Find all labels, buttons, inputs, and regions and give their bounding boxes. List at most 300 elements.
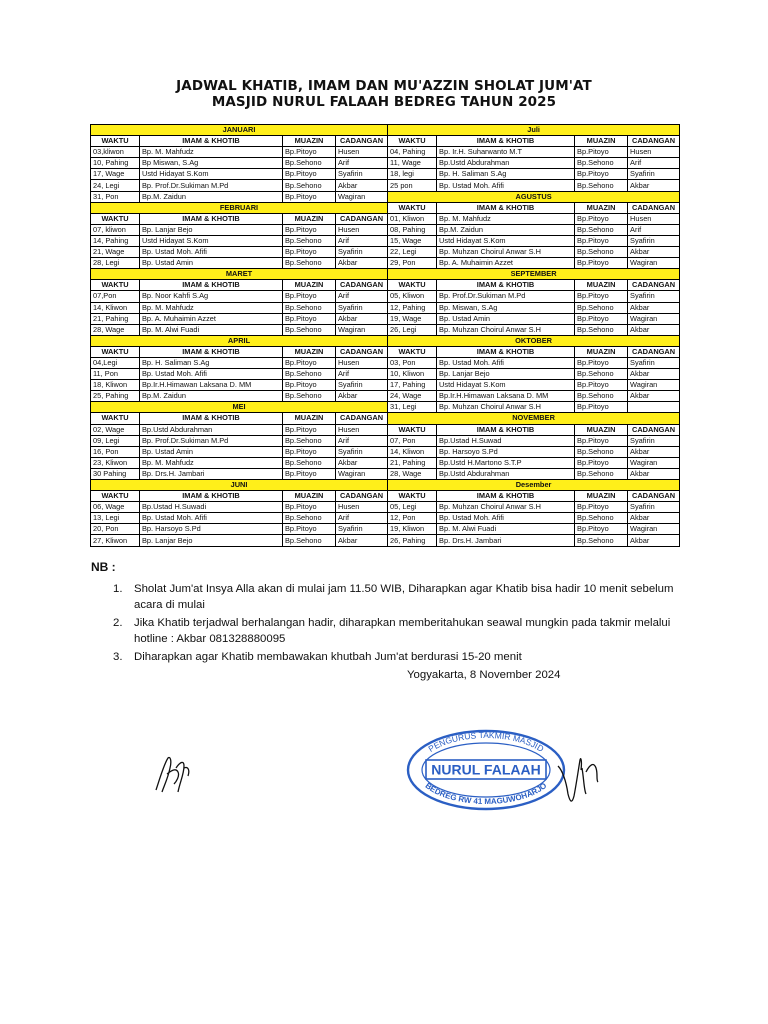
- table-row: [91, 524, 680, 535]
- column-header-imam: IMAM & KHOTIB: [437, 280, 575, 291]
- column-header-muazin: MUAZIN: [283, 213, 336, 224]
- table-cell: Bp.Sehono: [283, 513, 336, 524]
- month-header-mei: MEI: [91, 402, 388, 413]
- table-cell: Arif: [336, 158, 388, 169]
- month-header-jul: Juli: [388, 125, 680, 136]
- table-row: [91, 202, 680, 213]
- column-header-muazin: MUAZIN: [575, 424, 628, 435]
- table-cell: Syafirin: [628, 235, 680, 246]
- table-cell: Husen: [628, 213, 680, 224]
- table-cell: Syafirin: [336, 247, 388, 258]
- imam-cell: Bp.M. Zaidun: [140, 391, 283, 402]
- table-cell: Husen: [336, 147, 388, 158]
- table-cell: Syafirin: [628, 357, 680, 368]
- table-cell: Syafirin: [628, 435, 680, 446]
- imam-cell: Bp. Prof.Dr.Sukiman M.Pd: [437, 291, 575, 302]
- table-row: [91, 380, 680, 391]
- imam-cell: Bp. Ustad Amin: [140, 446, 283, 457]
- table-cell: 28, Legi: [91, 258, 140, 269]
- table-cell: 08, Pahing: [388, 224, 437, 235]
- imam-cell: Bp.M. Zaidun: [437, 224, 575, 235]
- table-cell: Akbar: [628, 302, 680, 313]
- imam-cell: Bp. Noor Kahfi S.Ag: [140, 291, 283, 302]
- imam-cell: Bp. Ustad Moh. Afifi: [437, 513, 575, 524]
- imam-cell: Bp. Miswan, S.Ag: [437, 302, 575, 313]
- table-row: [91, 413, 680, 424]
- month-header-okt: OKTOBER: [388, 335, 680, 346]
- table-cell: 17, Pahing: [388, 380, 437, 391]
- stamp-icon: [404, 728, 568, 812]
- table-cell: [628, 402, 680, 413]
- table-cell: Wagiran: [628, 457, 680, 468]
- imam-cell: Ustd Hidayat S.Kom: [140, 169, 283, 180]
- imam-cell: Bp. Ir.H. Suharwanto M.T: [437, 147, 575, 158]
- imam-cell: Ustd Hidayat S.Kom: [437, 235, 575, 246]
- imam-cell: Bp. M. Mahfudz: [140, 302, 283, 313]
- column-header-cadangan: CADANGAN: [336, 213, 388, 224]
- table-cell: Syafirin: [336, 302, 388, 313]
- table-cell: 25, Pahing: [91, 391, 140, 402]
- place-date: Yogyakarta, 8 November 2024: [407, 669, 561, 681]
- table-cell: Syafirin: [336, 524, 388, 535]
- imam-cell: Bp. Prof.Dr.Sukiman M.Pd: [140, 180, 283, 191]
- table-cell: Bp.Sehono: [283, 435, 336, 446]
- column-header-muazin: MUAZIN: [283, 413, 336, 424]
- imam-cell: Bp. H. Saliman S.Ag: [437, 169, 575, 180]
- column-header-muazin: MUAZIN: [283, 346, 336, 357]
- table-row: [91, 402, 680, 413]
- table-cell: Bp.Sehono: [575, 369, 628, 380]
- column-header-imam: IMAM & KHOTIB: [140, 413, 283, 424]
- table-cell: Wagiran: [628, 524, 680, 535]
- note-item: 1. Sholat Jum'at Insya Alla akan di mulai jam 11.50 WIB, Diharapkan agar Khatib bisa hadir 10 menit sebelum acara di mulai: [113, 583, 674, 611]
- table-cell: Bp.Pitoyo: [283, 380, 336, 391]
- table-cell: 07, kliwon: [91, 224, 140, 235]
- imam-cell: Bp.Ustd Abdurahman: [140, 424, 283, 435]
- table-row: [91, 468, 680, 479]
- table-cell: Wagiran: [336, 468, 388, 479]
- table-cell: 14, Kliwon: [388, 446, 437, 457]
- column-header-cadangan: CADANGAN: [336, 136, 388, 147]
- column-header-muazin: MUAZIN: [283, 491, 336, 502]
- column-header-imam: IMAM & KHOTIB: [437, 424, 575, 435]
- table-cell: Akbar: [628, 369, 680, 380]
- table-row: [91, 424, 680, 435]
- table-row: [91, 169, 680, 180]
- imam-cell: Bp. Muhzan Choirul Anwar S.H: [437, 247, 575, 258]
- table-row: [91, 269, 680, 280]
- column-header-imam: IMAM & KHOTIB: [140, 346, 283, 357]
- table-row: [91, 502, 680, 513]
- table-cell: Bp.Pitoyo: [575, 313, 628, 324]
- table-cell: Bp.Pitoyo: [575, 291, 628, 302]
- table-row: [91, 213, 680, 224]
- note-item: 3. Diharapkan agar Khatib membawakan khutbah Jum'at berdurasi 15-20 menit: [113, 651, 522, 663]
- table-cell: Bp.Pitoyo: [575, 502, 628, 513]
- table-cell: 29, Pon: [388, 258, 437, 269]
- table-row: [91, 313, 680, 324]
- table-cell: Arif: [628, 158, 680, 169]
- column-header-waktu: WAKTU: [388, 346, 437, 357]
- nb-label: NB :: [91, 560, 116, 574]
- table-cell: Husen: [336, 502, 388, 513]
- table-row: [91, 513, 680, 524]
- imam-cell: Bp. Muhzan Choirul Anwar S.H: [437, 324, 575, 335]
- imam-cell: Bp. A. Muhaimin Azzet: [140, 313, 283, 324]
- table-cell: Akbar: [336, 313, 388, 324]
- table-row: [91, 324, 680, 335]
- table-cell: Bp.Pitoyo: [575, 380, 628, 391]
- table-cell: 25 pon: [388, 180, 437, 191]
- table-cell: Syafirin: [628, 291, 680, 302]
- imam-cell: Bp. Ustad Moh. Afifi: [437, 180, 575, 191]
- table-cell: Akbar: [336, 535, 388, 546]
- table-cell: 24, Wage: [388, 391, 437, 402]
- table-row: [91, 435, 680, 446]
- table-cell: Bp.Pitoyo: [283, 224, 336, 235]
- table-cell: 04,Legi: [91, 357, 140, 368]
- table-cell: Bp.Sehono: [283, 158, 336, 169]
- table-cell: Arif: [336, 435, 388, 446]
- column-header-cadangan: CADANGAN: [336, 280, 388, 291]
- table-row: [91, 357, 680, 368]
- month-header-mar: MARET: [91, 269, 388, 280]
- column-header-waktu: WAKTU: [388, 491, 437, 502]
- table-cell: Bp.Sehono: [575, 324, 628, 335]
- month-header-sep: SEPTEMBER: [388, 269, 680, 280]
- table-cell: 14, Kliwon: [91, 302, 140, 313]
- imam-cell: Bp. Ustad Moh. Afifi: [140, 513, 283, 524]
- table-cell: Bp.Pitoyo: [575, 457, 628, 468]
- table-cell: Wagiran: [628, 258, 680, 269]
- column-header-waktu: WAKTU: [388, 280, 437, 291]
- column-header-cadangan: CADANGAN: [628, 424, 680, 435]
- table-cell: 26, Pahing: [388, 535, 437, 546]
- imam-cell: Bp. H. Saliman S.Ag: [140, 357, 283, 368]
- imam-cell: Bp. Drs.H. Jambari: [437, 535, 575, 546]
- table-row: [91, 391, 680, 402]
- table-cell: Bp.Sehono: [575, 535, 628, 546]
- imam-cell: Bp.Ustd Abdurahman: [437, 468, 575, 479]
- table-cell: Bp.Pitoyo: [283, 357, 336, 368]
- table-cell: Syafirin: [336, 380, 388, 391]
- imam-cell: Bp. Muhzan Choirul Anwar S.H: [437, 502, 575, 513]
- imam-cell: Bp. M. Mahfudz: [140, 147, 283, 158]
- imam-cell: Bp Miswan, S.Ag: [140, 158, 283, 169]
- table-cell: Wagiran: [628, 313, 680, 324]
- imam-cell: Bp.Ustad H.Suwad: [437, 435, 575, 446]
- table-row: [91, 158, 680, 169]
- column-header-cadangan: CADANGAN: [336, 413, 388, 424]
- column-header-imam: IMAM & KHOTIB: [140, 136, 283, 147]
- table-cell: Bp.Sehono: [283, 302, 336, 313]
- table-row: [91, 136, 680, 147]
- column-header-imam: IMAM & KHOTIB: [437, 491, 575, 502]
- table-cell: Arif: [336, 235, 388, 246]
- signature-left-icon: [150, 748, 200, 798]
- table-cell: 07,Pon: [91, 291, 140, 302]
- table-cell: 15, Wage: [388, 235, 437, 246]
- table-cell: 11, Wage: [388, 158, 437, 169]
- imam-cell: Bp. Ustad Amin: [140, 258, 283, 269]
- table-row: [91, 280, 680, 291]
- schedule-table: [90, 124, 680, 547]
- table-cell: Husen: [336, 224, 388, 235]
- table-cell: 19, Wage: [388, 313, 437, 324]
- imam-cell: Bp. Ustad Moh. Afifi: [437, 357, 575, 368]
- table-cell: Bp.Pitoyo: [283, 191, 336, 202]
- table-cell: Bp.Sehono: [283, 535, 336, 546]
- table-row: [91, 302, 680, 313]
- table-cell: Akbar: [336, 180, 388, 191]
- column-header-waktu: WAKTU: [388, 202, 437, 213]
- table-cell: 31, Pon: [91, 191, 140, 202]
- table-cell: Bp.Sehono: [283, 324, 336, 335]
- table-cell: 03,kliwon: [91, 147, 140, 158]
- imam-cell: Bp. Harsoyo S.Pd: [140, 524, 283, 535]
- table-cell: Wagiran: [336, 191, 388, 202]
- stamp-center-text: NURUL FALAAH: [431, 761, 541, 778]
- table-cell: 24, Legi: [91, 180, 140, 191]
- column-header-muazin: MUAZIN: [575, 136, 628, 147]
- table-cell: 10, Kliwon: [388, 369, 437, 380]
- imam-cell: Bp. M. Mahfudz: [437, 213, 575, 224]
- table-cell: 05, Legi: [388, 502, 437, 513]
- table-row: [91, 235, 680, 246]
- table-row: [91, 457, 680, 468]
- table-cell: Bp.Sehono: [283, 180, 336, 191]
- table-cell: Wagiran: [628, 380, 680, 391]
- column-header-muazin: MUAZIN: [575, 346, 628, 357]
- imam-cell: Bp. Ustad Moh. Afifi: [140, 369, 283, 380]
- table-row: [91, 480, 680, 491]
- column-header-waktu: WAKTU: [91, 491, 140, 502]
- imam-cell: Bp. Harsoyo S.Pd: [437, 446, 575, 457]
- table-cell: 19, Kliwon: [388, 524, 437, 535]
- table-cell: 14, Pahing: [91, 235, 140, 246]
- table-cell: Bp.Pitoyo: [575, 357, 628, 368]
- column-header-cadangan: CADANGAN: [628, 202, 680, 213]
- document-title: JADWAL KHATIB, IMAM DAN MU'AZZIN SHOLAT JUM'AT: [176, 78, 592, 94]
- imam-cell: Ustd Hidayat S.Kom: [437, 380, 575, 391]
- table-cell: Bp.Pitoyo: [575, 258, 628, 269]
- table-cell: Bp.Pitoyo: [283, 291, 336, 302]
- month-header-des: Desember: [388, 480, 680, 491]
- month-header-apr: APRIL: [91, 335, 388, 346]
- document-subtitle: MASJID NURUL FALAAH BEDREG TAHUN 2025: [211, 94, 557, 110]
- table-cell: Husen: [628, 147, 680, 158]
- table-cell: 06, Wage: [91, 502, 140, 513]
- table-cell: 30 Pahing: [91, 468, 140, 479]
- notes-list: [113, 581, 683, 667]
- table-cell: Akbar: [628, 468, 680, 479]
- table-cell: Akbar: [628, 513, 680, 524]
- imam-cell: Bp. Muhzan Choirul Anwar S.H: [437, 402, 575, 413]
- imam-cell: Bp. Lanjar Bejo: [437, 369, 575, 380]
- table-cell: 05, Kliwon: [388, 291, 437, 302]
- table-cell: Bp.Pitoyo: [283, 424, 336, 435]
- table-row: [91, 247, 680, 258]
- imam-cell: Bp. Ustad Amin: [437, 313, 575, 324]
- imam-cell: Bp. Lanjar Bejo: [140, 224, 283, 235]
- imam-cell: Bp.Ustd H.Martono S.T.P: [437, 457, 575, 468]
- table-cell: Bp.Sehono: [575, 224, 628, 235]
- table-cell: 03, Pon: [388, 357, 437, 368]
- table-cell: Bp.Sehono: [283, 369, 336, 380]
- stamp-bottom-text: BEDREG RW 41 MAGUWOHARJO: [423, 781, 549, 807]
- table-row: [91, 147, 680, 158]
- table-cell: 01, Kliwon: [388, 213, 437, 224]
- table-cell: Bp.Sehono: [575, 180, 628, 191]
- table-cell: Bp.Sehono: [283, 457, 336, 468]
- column-header-cadangan: CADANGAN: [628, 491, 680, 502]
- column-header-waktu: WAKTU: [91, 213, 140, 224]
- table-cell: Bp.Pitoyo: [283, 468, 336, 479]
- table-cell: Akbar: [628, 535, 680, 546]
- imam-cell: Bp.Ustad H.Suwadi: [140, 502, 283, 513]
- table-cell: Akbar: [628, 247, 680, 258]
- month-header-agu: AGUSTUS: [388, 191, 680, 202]
- imam-cell: Bp.Ir.H.Himawan Laksana D. MM: [140, 380, 283, 391]
- table-cell: Bp.Pitoyo: [575, 147, 628, 158]
- table-cell: 11, Pon: [91, 369, 140, 380]
- table-cell: Arif: [336, 513, 388, 524]
- table-cell: 10, Pahing: [91, 158, 140, 169]
- table-cell: Wagiran: [336, 324, 388, 335]
- table-row: [91, 335, 680, 346]
- svg-text:PENGURUS TAKMIR MASJID: [426, 730, 545, 754]
- table-cell: Bp.Pitoyo: [575, 235, 628, 246]
- column-header-muazin: MUAZIN: [575, 202, 628, 213]
- table-cell: 09, Legi: [91, 435, 140, 446]
- month-header-jun: JUNI: [91, 480, 388, 491]
- table-cell: 04, Pahing: [388, 147, 437, 158]
- table-cell: Bp.Pitoyo: [283, 524, 336, 535]
- table-row: [91, 180, 680, 191]
- column-header-imam: IMAM & KHOTIB: [140, 213, 283, 224]
- column-header-cadangan: CADANGAN: [336, 346, 388, 357]
- table-cell: 31, Legi: [388, 402, 437, 413]
- table-cell: Bp.Pitoyo: [283, 147, 336, 158]
- table-cell: Syafirin: [628, 169, 680, 180]
- column-header-muazin: MUAZIN: [575, 491, 628, 502]
- table-cell: 13, Legi: [91, 513, 140, 524]
- table-cell: 16, Pon: [91, 446, 140, 457]
- table-cell: 23, Kliwon: [91, 457, 140, 468]
- table-cell: 07, Pon: [388, 435, 437, 446]
- table-cell: Akbar: [336, 391, 388, 402]
- table-cell: Syafirin: [336, 169, 388, 180]
- table-cell: Bp.Sehono: [283, 258, 336, 269]
- table-cell: Bp.Sehono: [575, 468, 628, 479]
- table-row: [91, 191, 680, 202]
- table-cell: Bp.Pitoyo: [575, 213, 628, 224]
- signature-right-icon: [556, 750, 602, 810]
- table-cell: 28, Wage: [388, 468, 437, 479]
- imam-cell: Bp. Lanjar Bejo: [140, 535, 283, 546]
- table-cell: Akbar: [628, 446, 680, 457]
- table-cell: 18, Kliwon: [91, 380, 140, 391]
- table-cell: Akbar: [628, 391, 680, 402]
- column-header-muazin: MUAZIN: [283, 136, 336, 147]
- table-cell: Bp.Sehono: [575, 158, 628, 169]
- table-cell: 18, legi: [388, 169, 437, 180]
- column-header-imam: IMAM & KHOTIB: [140, 491, 283, 502]
- table-cell: 17, Wage: [91, 169, 140, 180]
- month-header-feb: FEBRUARI: [91, 202, 388, 213]
- table-cell: Bp.Pitoyo: [283, 313, 336, 324]
- table-cell: Bp.Sehono: [575, 513, 628, 524]
- column-header-muazin: MUAZIN: [283, 280, 336, 291]
- column-header-waktu: WAKTU: [91, 280, 140, 291]
- table-cell: 22, Legi: [388, 247, 437, 258]
- stamp-top-text: PENGURUS TAKMIR MASJID: [426, 729, 546, 754]
- note-item: 2. Jika Khatib terjadwal berhalangan hadir, diharapkan memberitahukan seawal mungkin pada takmir melalui hotline : Akbar 081328880095: [113, 617, 671, 645]
- table-cell: Akbar: [336, 457, 388, 468]
- column-header-muazin: MUAZIN: [575, 280, 628, 291]
- imam-cell: Bp. M. Alwi Fuadi: [140, 324, 283, 335]
- table-cell: 28, Wage: [91, 324, 140, 335]
- table-cell: Bp.Sehono: [575, 391, 628, 402]
- table-cell: Bp.Sehono: [283, 391, 336, 402]
- table-cell: 12, Pahing: [388, 302, 437, 313]
- table-cell: Bp.Pitoyo: [283, 169, 336, 180]
- table-cell: 21, Pahing: [91, 313, 140, 324]
- table-cell: 21, Wage: [91, 247, 140, 258]
- table-cell: Bp.Sehono: [575, 302, 628, 313]
- table-cell: Husen: [336, 424, 388, 435]
- table-cell: Bp.Pitoyo: [283, 502, 336, 513]
- table-cell: Arif: [628, 224, 680, 235]
- table-cell: Bp.Pitoyo: [575, 435, 628, 446]
- table-row: [91, 291, 680, 302]
- imam-cell: Bp. A. Muhaimin Azzet: [437, 258, 575, 269]
- column-header-waktu: WAKTU: [91, 346, 140, 357]
- imam-cell: Bp.M. Zaidun: [140, 191, 283, 202]
- table-cell: Akbar: [628, 180, 680, 191]
- month-header-jan: JANUARI: [91, 125, 388, 136]
- imam-cell: Bp.Ir.H.Himawan Laksana D. MM: [437, 391, 575, 402]
- table-row: [91, 535, 680, 546]
- table-cell: Bp.Pitoyo: [575, 524, 628, 535]
- month-header-nov: NOVEMBER: [388, 413, 680, 424]
- table-row: [91, 446, 680, 457]
- table-row: [91, 258, 680, 269]
- table-cell: Syafirin: [336, 446, 388, 457]
- imam-cell: Bp. Prof.Dr.Sukiman M.Pd: [140, 435, 283, 446]
- imam-cell: Bp.Ustd Abdurahman: [437, 158, 575, 169]
- column-header-waktu: WAKTU: [388, 136, 437, 147]
- imam-cell: Bp. Drs.H. Jambari: [140, 468, 283, 479]
- imam-cell: Bp. M. Mahfudz: [140, 457, 283, 468]
- column-header-cadangan: CADANGAN: [628, 136, 680, 147]
- table-cell: Akbar: [336, 258, 388, 269]
- table-cell: Bp.Sehono: [283, 235, 336, 246]
- table-cell: Syafirin: [628, 502, 680, 513]
- table-cell: Bp.Pitoyo: [575, 402, 628, 413]
- imam-cell: Ustd Hidayat S.Kom: [140, 235, 283, 246]
- column-header-imam: IMAM & KHOTIB: [140, 280, 283, 291]
- column-header-waktu: WAKTU: [91, 136, 140, 147]
- column-header-cadangan: CADANGAN: [336, 491, 388, 502]
- table-cell: Bp.Sehono: [575, 247, 628, 258]
- table-row: [91, 224, 680, 235]
- column-header-cadangan: CADANGAN: [628, 280, 680, 291]
- imam-cell: Bp. M. Alwi Fuadi: [437, 524, 575, 535]
- table-cell: Bp.Pitoyo: [283, 247, 336, 258]
- table-cell: Arif: [336, 369, 388, 380]
- table-cell: Bp.Pitoyo: [575, 169, 628, 180]
